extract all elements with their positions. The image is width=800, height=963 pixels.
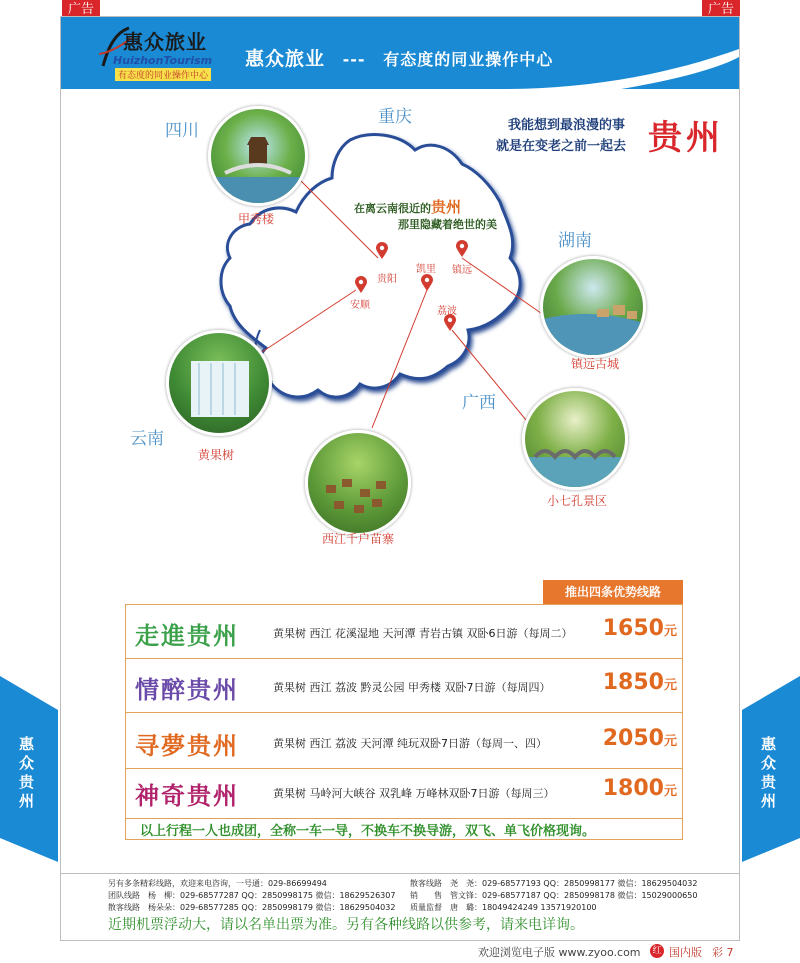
- province-chongqing: 重庆: [378, 107, 412, 127]
- village-icon: [308, 433, 408, 533]
- province-guangxi: 广西: [462, 393, 496, 413]
- waterfall-icon: [169, 333, 269, 433]
- route-row[interactable]: [125, 766, 683, 819]
- pin-icon: [420, 274, 434, 292]
- footer-badge: 红: [650, 944, 664, 958]
- route-name: 情醉贵州: [135, 675, 239, 704]
- footer-section: 国内版: [669, 946, 702, 959]
- spot-label-jiaxiulou: 甲秀楼: [238, 212, 275, 226]
- logo-slogan: 有态度的同业操作中心: [115, 68, 211, 81]
- province-hunan: 湖南: [558, 231, 592, 251]
- contact-line: 散客线路 杨朵朵：029-68577285 QQ：2850998179 微信：18629504032: [108, 903, 396, 912]
- routes-note: 以上行程一人也成团，全称一车一导，不换车不换导游，双飞、单飞价格现询。: [140, 824, 596, 839]
- contact-line: 销 售 管文锋：029-68577187 QQ：2850998178 微信：15029000650: [410, 891, 698, 900]
- ad-tag-left: 广告: [62, 0, 100, 20]
- pin-label-libo: 荔波: [437, 306, 457, 317]
- footer-browse: 欢迎浏览电子版 www.zyoo.com: [478, 946, 641, 959]
- route-name: 神奇贵州: [135, 781, 239, 810]
- province-sichuan: 四川: [165, 121, 199, 141]
- photo-huangguoshu: [166, 330, 272, 436]
- side-tab-right-text: 惠众贵州: [759, 736, 777, 812]
- contact-block: [108, 878, 738, 914]
- route-row[interactable]: [125, 716, 683, 769]
- route-divider: [125, 818, 683, 819]
- spot-label-xijiang: 西江千户苗寨: [322, 532, 395, 546]
- bridge-icon: [525, 391, 625, 487]
- route-desc: 黄果树 马岭河大峡谷 双乳峰 万峰林双卧7日游（每周三）: [273, 787, 555, 800]
- side-tab-left-text: 惠众贵州: [17, 736, 35, 812]
- route-divider: [125, 712, 683, 713]
- big-guizhou-title: 贵州: [648, 118, 724, 158]
- pin-label-guiyang: 贵阳: [377, 274, 397, 285]
- contact-line: 质量监督 唐 璐：18049424249 13571920100: [410, 903, 597, 912]
- photo-xijiang: [305, 430, 411, 536]
- pin-icon: [354, 276, 368, 294]
- spot-label-huangguoshu: 黄果树: [198, 448, 235, 462]
- header-subtitle: 有态度的同业操作中心: [383, 50, 554, 69]
- inner-slogan-c: 那里隐藏着绝世的美: [398, 218, 497, 231]
- photo-jiaxiulou: [208, 106, 308, 206]
- route-price: 1650元: [602, 616, 677, 641]
- pavilion-icon: [211, 109, 305, 203]
- pin-label-kaili: 凯里: [416, 264, 436, 275]
- route-name: 寻夢贵州: [135, 731, 239, 760]
- route-desc: 黄果树 西江 荔波 天河潭 纯玩双卧7日游（每周一、四）: [273, 737, 547, 750]
- spot-label-zhenyuan: 镇远古城: [571, 357, 620, 371]
- pin-icon: [375, 242, 389, 260]
- photo-zhenyuan: [540, 256, 646, 358]
- contact-line: 另有多条精彩线路，欢迎来电咨询，一号通：029-86699494: [108, 879, 327, 888]
- contact-line: 团队线路 杨 柳：029-68577287 QQ：2850998175 微信：18629526307: [108, 891, 396, 900]
- inner-slogan-b: 贵州: [431, 198, 462, 216]
- route-row[interactable]: [125, 660, 683, 713]
- pin-label-anshun: 安顺: [350, 300, 370, 311]
- route-desc: 黄果树 西江 花溪湿地 天河潭 青岩古镇 双卧6日游（每周二）: [273, 627, 573, 640]
- contact-line: 散客线路 尧 尧：029-68577193 QQ：2850998177 微信：18629504032: [410, 879, 698, 888]
- slogan-line-2: 就是在变老之前一起去: [496, 139, 627, 154]
- airfare-notice: 近期机票浮动大，请以名单出票为准。另有各种线路以供参考，请来电详询。: [108, 917, 584, 933]
- spot-label-xiaoqikong: 小七孔景区: [547, 494, 608, 508]
- logo-cn: 惠众旅业: [123, 30, 207, 54]
- route-price: 1850元: [602, 670, 677, 695]
- route-desc: 黄果树 西江 荔波 黔灵公园 甲秀楼 双卧7日游（每周四）: [273, 681, 551, 694]
- slogan-line-1: 我能想到最浪漫的事: [508, 118, 626, 133]
- footer-page: 彩 7: [712, 946, 734, 959]
- inner-slogan: [354, 196, 461, 217]
- province-yunnan: 云南: [130, 429, 164, 449]
- route-name: 走進贵州: [135, 621, 239, 650]
- inner-slogan-a: 在离云南很近的: [354, 202, 431, 215]
- route-divider: [125, 658, 683, 659]
- logo-en: HuizhonTourism: [113, 54, 213, 67]
- routes-header: 推出四条优势线路: [543, 580, 683, 604]
- route-row[interactable]: [125, 606, 683, 659]
- river-town-icon: [543, 259, 643, 355]
- contacts-divider: [61, 873, 739, 874]
- route-price: 2050元: [602, 726, 677, 751]
- route-price: 1800元: [602, 776, 677, 801]
- ad-tag-right: 广告: [702, 0, 740, 20]
- header-separator: ---: [342, 50, 366, 69]
- pin-label-zhenyuan: 镇远: [452, 265, 472, 276]
- header-title-main: 惠众旅业: [245, 48, 326, 70]
- photo-xiaoqikong: [522, 388, 628, 490]
- pin-icon: [455, 240, 469, 258]
